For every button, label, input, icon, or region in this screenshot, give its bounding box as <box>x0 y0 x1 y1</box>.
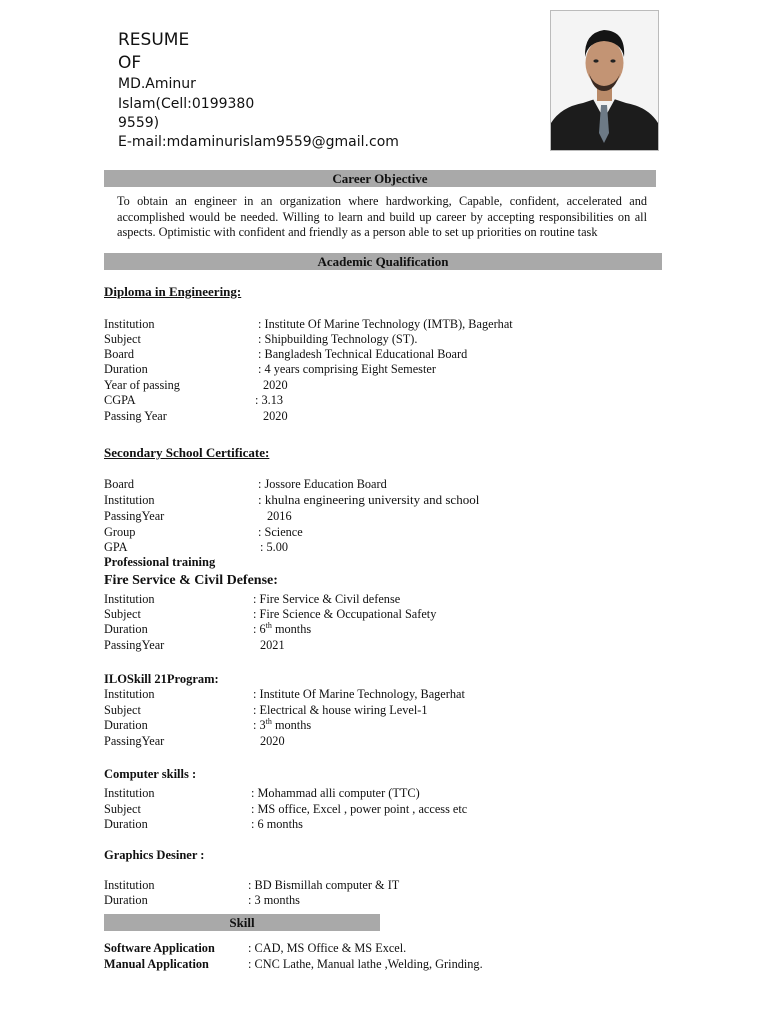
row-label: Subject <box>104 332 141 346</box>
row-label: Subject <box>104 607 141 621</box>
row-value: 2016 <box>267 509 292 523</box>
row-label: GPA <box>104 540 128 554</box>
row-value: : MS office, Excel , power point , access etc <box>251 802 468 816</box>
row-value: 2020 <box>260 734 285 748</box>
row-value <box>253 621 311 637</box>
row-value: : Science <box>258 525 303 539</box>
row-label: Duration <box>104 893 148 907</box>
row-label: Duration <box>104 817 148 831</box>
ordinal-suffix: th <box>265 716 272 726</box>
row-value: : Fire Science & Occupational Safety <box>253 607 437 621</box>
row-label: Group <box>104 525 136 539</box>
row-value: : Institute Of Marine Technology (IMTB), Bagerhat <box>258 317 513 331</box>
duration-number: : 6 <box>253 622 266 636</box>
ilo-heading: ILOSkill 21Program: <box>104 672 219 686</box>
graphics-heading: Graphics Desiner : <box>104 848 205 862</box>
row-value: : Fire Service & Civil defense <box>253 592 401 606</box>
row-label: Board <box>104 347 135 361</box>
computer-skills-heading: Computer skills : <box>104 767 197 781</box>
row-value: : CNC Lathe, Manual lathe ,Welding, Grinding. <box>248 957 483 971</box>
row-label: Institution <box>104 786 155 800</box>
row-label: Passing Year <box>104 409 167 423</box>
fire-service-heading: Fire Service & Civil Defense: <box>104 573 278 588</box>
row-value: : 3 months <box>248 893 300 907</box>
section-header-academic: Academic Qualification <box>104 253 662 270</box>
resume-title-line1: RESUME <box>118 30 190 50</box>
section-header-career-objective: Career Objective <box>104 170 656 187</box>
duration-unit: months <box>271 718 312 732</box>
row-value: : 6 months <box>251 817 303 831</box>
section-header-skill: Skill <box>104 914 380 931</box>
row-value: : 4 years comprising Eight Semester <box>258 362 436 376</box>
row-value: 2020 <box>263 409 288 423</box>
row-value: 2021 <box>260 638 285 652</box>
row-label: Software Application <box>104 941 215 955</box>
row-value: : Mohammad alli computer (TTC) <box>251 786 420 800</box>
row-label: Institution <box>104 317 155 331</box>
objective-text: To obtain an engineer in an organization where hardworking, Capable, confident, accelerated and accomplished would be needed. Willing to learn and build up career by accepting responsibilities on all aspects. Optimistic with confident and friendly as a person able to set up priorities on routine task <box>117 194 647 240</box>
row-value: : khulna engineering university and school <box>258 492 480 507</box>
row-value: : 5.00 <box>260 540 289 554</box>
duration-unit: months <box>271 622 312 636</box>
profile-photo <box>550 10 659 151</box>
row-label: Institution <box>104 687 155 701</box>
row-value <box>253 717 311 733</box>
row-label: Duration <box>104 622 148 636</box>
row-value: : Institute Of Marine Technology, Bagerhat <box>253 687 465 701</box>
row-label: Subject <box>104 703 141 717</box>
row-label: Institution <box>104 592 155 606</box>
row-value: 2020 <box>263 378 288 392</box>
row-label: Manual Application <box>104 957 209 971</box>
row-label: Duration <box>104 362 148 376</box>
row-value: : Bangladesh Technical Educational Board <box>258 347 468 361</box>
row-value: : BD Bismillah computer & IT <box>248 878 400 892</box>
row-value: : CAD, MS Office & MS Excel. <box>248 941 407 955</box>
row-label: PassingYear <box>104 638 165 652</box>
row-value: : Jossore Education Board <box>258 477 387 491</box>
row-value: : 3.13 <box>255 393 284 407</box>
diploma-heading: Diploma in Engineering: <box>104 284 242 299</box>
row-label: PassingYear <box>104 734 165 748</box>
row-value: : Electrical & house wiring Level-1 <box>253 703 428 717</box>
row-label: PassingYear <box>104 509 165 523</box>
ordinal-suffix: th <box>265 620 272 630</box>
email: E-mail:mdaminurislam9559@gmail.com <box>118 134 399 150</box>
resume-title <box>118 29 189 75</box>
professional-training-heading: Professional training <box>104 555 216 569</box>
resume-title-line2: OF <box>118 53 142 73</box>
row-label: Institution <box>104 493 155 507</box>
row-label: Board <box>104 477 135 491</box>
duration-number: : 3 <box>253 718 266 732</box>
row-label: CGPA <box>104 393 136 407</box>
row-label: Subject <box>104 802 141 816</box>
row-label: Year of passing <box>104 378 180 392</box>
row-label: Institution <box>104 878 155 892</box>
ssc-heading: Secondary School Certificate: <box>104 445 270 460</box>
row-label: Duration <box>104 718 148 732</box>
row-value: : Shipbuilding Technology (ST). <box>258 332 418 346</box>
name-and-cell: MD.Aminur Islam(Cell:0199380 9559) <box>118 76 255 131</box>
